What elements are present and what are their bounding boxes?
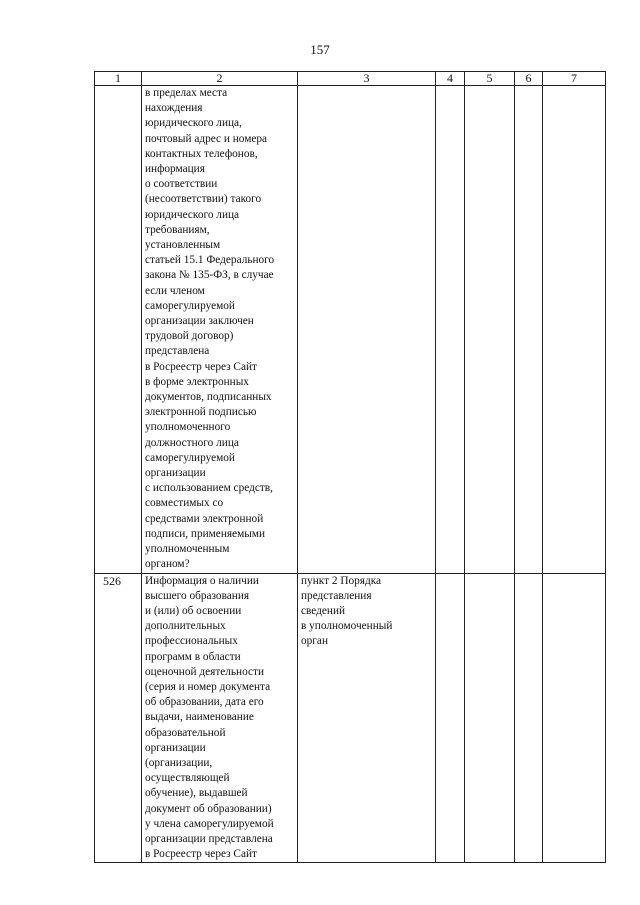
- question-cell: [142, 573, 298, 863]
- column-header-1: 1: [95, 72, 142, 86]
- question-text: Информация о наличии высшего образования и (или) об освоении дополнительных профессиональных программ в области оценочной деятельности (серия и номер документа об образовании, дата его выдачи, наименование образовательной организации (организации, осуществляющей обучение), выдавшей документ об образовании) у члена саморегулируемой организации представлена в Росреестр через Сайт: [145, 574, 274, 861]
- answer-cell-5: [465, 86, 515, 574]
- answer-cell-4: [436, 86, 465, 574]
- question-cell: [142, 86, 298, 574]
- answer-cell-6: [515, 86, 543, 574]
- requirement-cell: [298, 573, 436, 863]
- row-number: 526: [103, 573, 121, 588]
- page-number: 157: [310, 42, 330, 57]
- column-header-3: 3: [298, 72, 436, 86]
- row-number-cell: [95, 573, 142, 863]
- column-header-7: 7: [543, 72, 606, 86]
- table-row: [95, 573, 606, 863]
- table-row: [95, 86, 606, 574]
- column-header-2: 2: [142, 72, 298, 86]
- column-header-6: 6: [515, 72, 543, 86]
- column-header-5: 5: [465, 72, 515, 86]
- answer-cell-5: [465, 573, 515, 863]
- question-text: в пределах места нахождения юридического лица, почтовый адрес и номера контактных телефонов, информация о соответствии (несоответствии) такого юридического лица требованиям, установленным статьей 15.1 Федерального закона № 135-ФЗ, в случае если членом саморегулируемой организации заключен трудовой договор) представлена в Росреестр через Сайт в форме электронных документов, подписанных электронной подписью уполномоченного должностного лица саморегулируемой организации с использованием средств, совместимых со средствами электронной подписи, применяемыми уполномоченным органом?: [145, 87, 275, 571]
- answer-cell-4: [436, 573, 465, 863]
- answer-cell-7: [543, 86, 606, 574]
- column-number-header: [95, 72, 606, 86]
- checklist-table: [94, 71, 606, 863]
- answer-cell-7: [543, 573, 606, 863]
- column-header-4: 4: [436, 72, 465, 86]
- requirement-cell: [298, 86, 436, 574]
- row-number-cell: [95, 86, 142, 574]
- requirement-text: пункт 2 Порядка представления сведений в уполномоченный орган: [301, 574, 393, 648]
- answer-cell-6: [515, 573, 543, 863]
